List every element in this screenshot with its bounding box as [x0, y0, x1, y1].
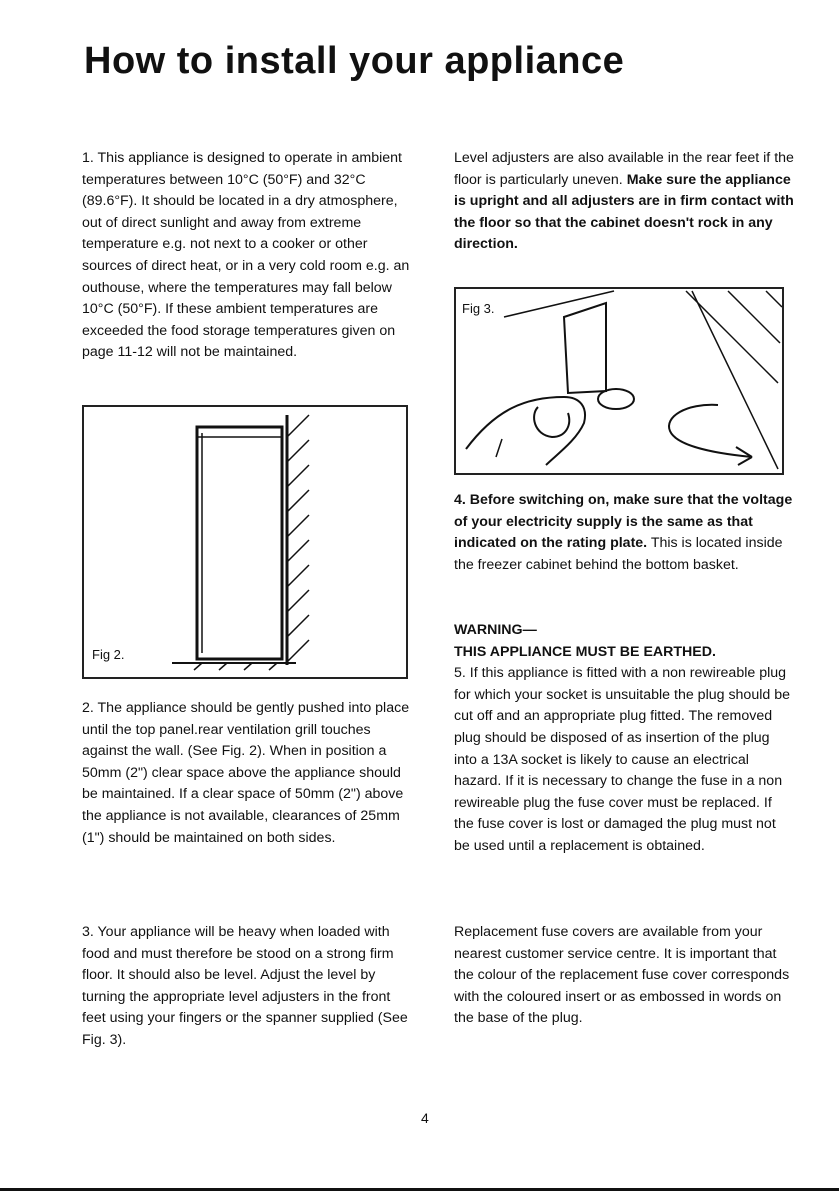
appliance-outline — [197, 427, 282, 659]
paragraph-positioning — [82, 698, 412, 849]
earthed-warning: THIS APPLIANCE MUST BE EARTHED. — [454, 643, 716, 660]
paragraph-fuse-covers — [454, 922, 794, 1030]
page-title: How to install your appliance — [84, 40, 625, 82]
paragraph-voltage — [454, 490, 794, 576]
voltage-instruction: 4. Before switching on, make sure that the voltage of your electricity supply is the same as that indicated on the rating plate. — [454, 492, 793, 552]
hand-outline — [466, 397, 585, 465]
cabinet-corner — [564, 303, 606, 393]
figure-2-label: Fig 2. — [92, 647, 125, 662]
paragraph-1: 1. This appliance is designed to operate in ambient temperatures between 10°C (50°F) and 32°C (89.6°F). It should be located in a dry atmosphere, out of direct sunlight and away from extreme temperature e.g. not next to a cooker or other sources of direct heat, or in a very cold room e.g. an outhouse, where the temperatures may fall below 10°C (50°F). If these ambient temperatures are exceeded the food storage temperatures given on page 11-12 will not be maintained. — [82, 150, 410, 361]
figure-3 — [454, 287, 784, 475]
adjuster-foot — [598, 389, 634, 409]
paragraph-floor — [82, 922, 412, 1052]
figure-2 — [82, 405, 408, 679]
paragraph-3: 3. Your appliance will be heavy when loaded with food and must therefore be stood on a strong firm floor. It should also be level. Adjust the level by turning the appropriate level adjusters in the front feet using your fingers or the spanner supplied (See Fig. 3). — [82, 924, 408, 1048]
paragraph-2: 2. The appliance should be gently pushed into place until the top panel.rear ventilation grill touches against the wall. (See Fig. 2). When in position a 50mm (2") clear space above the appliance should be maintained. If a clear space of 50mm (2") above the appliance is not available, clearances of 25mm (1") should be maintained on both sides. — [82, 700, 410, 846]
warning-heading: WARNING— — [454, 622, 537, 638]
figure-3-illustration — [456, 289, 782, 473]
upright-instruction: Make sure the appliance is upright and all adjusters are in firm contact with the floor so that the cabinet doesn't rock in any direction. — [454, 171, 794, 253]
level-adjusters-text: Level adjusters are also available in the rear feet if the floor is particularly uneven. — [454, 150, 794, 188]
page-number: 4 — [421, 1110, 429, 1126]
warning-section — [454, 620, 794, 858]
paragraph-5: 5. If this appliance is fitted with a non rewireable plug for which your socket is unsuitable the plug should be cut off and an appropriate plug fitted. The removed plug should be disposed of as insertion of the plug into a 13A socket is likely to cause an electrical hazard. If it is necessary to change the fuse in a non rewireable plug the fuse cover must be replaced. If the fuse cover is lost or damaged the plug must not be used until a replacement is obtained. — [454, 665, 790, 854]
paragraph-ambient-temperature — [82, 148, 412, 364]
figure-3-label: Fig 3. — [462, 301, 495, 316]
paragraph-6: Replacement fuse covers are available from your nearest customer service centre. It is important that the colour of the replacement fuse cover corresponds with the coloured insert or as embossed in words on the base of the plug. — [454, 924, 790, 1027]
paragraph-level-adjusters — [454, 148, 794, 256]
rating-plate-location: This is located inside the freezer cabinet behind the bottom basket. — [454, 535, 783, 573]
figure-2-illustration — [84, 407, 406, 677]
